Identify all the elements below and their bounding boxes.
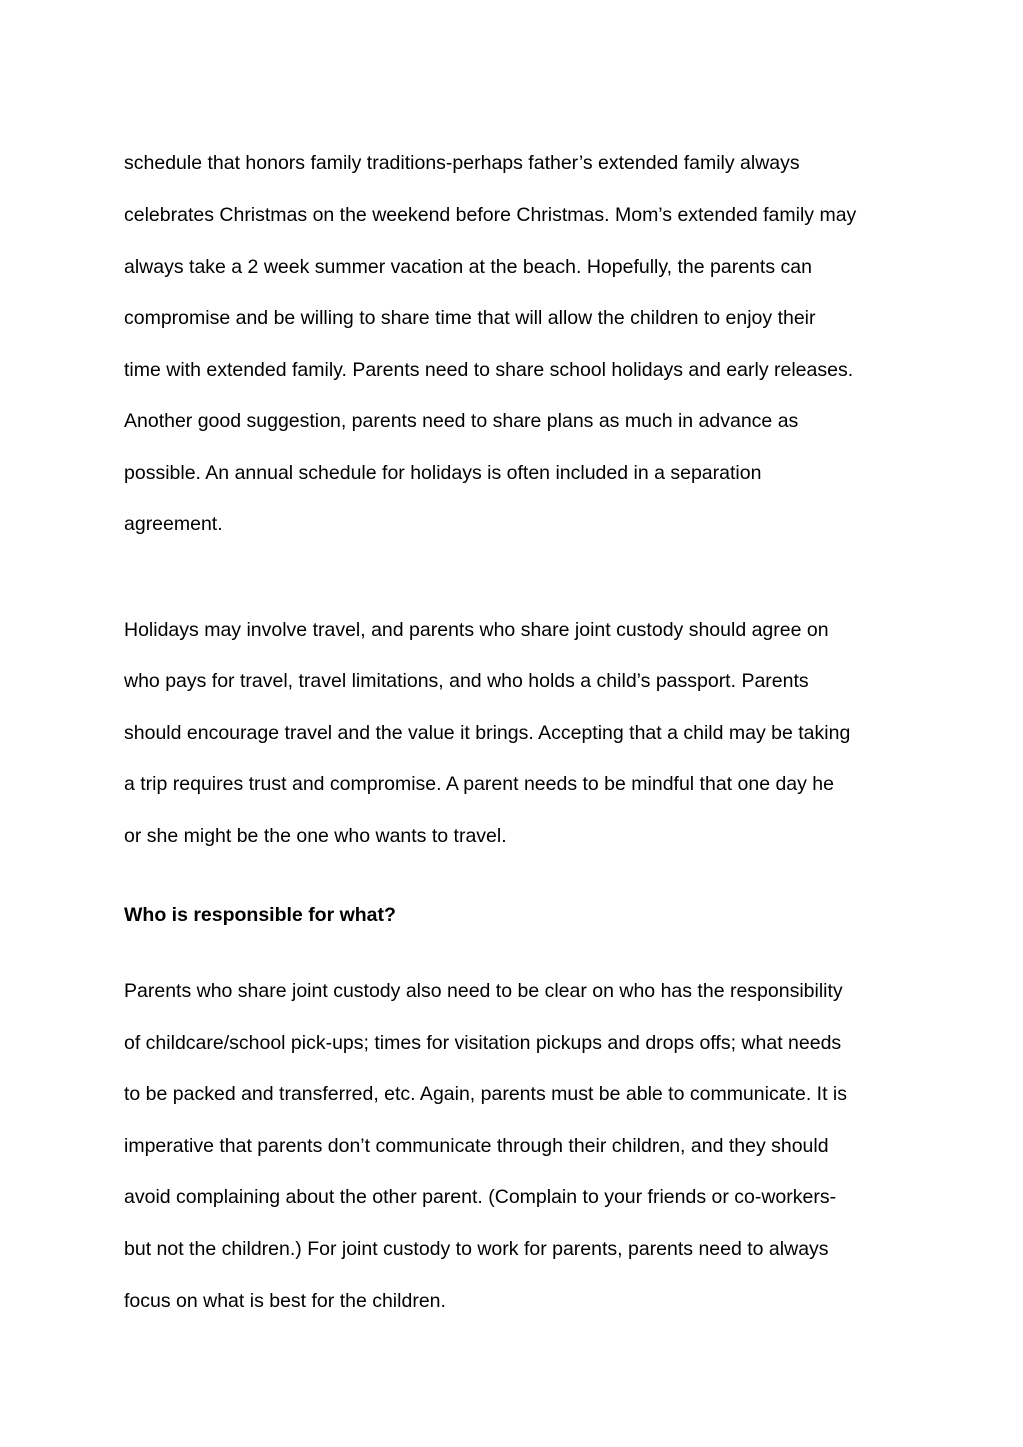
text-line: imperative that parents don’t communicate through their children, and they should: [124, 1135, 829, 1157]
text-line: Another good suggestion, parents need to share plans as much in advance as: [124, 410, 799, 432]
text-line: a trip requires trust and compromise. A parent needs to be mindful that one day he: [124, 773, 834, 795]
text-line: but not the children.) For joint custody to work for parents, parents need to always: [124, 1238, 829, 1260]
text-line: to be packed and transferred, etc. Again, parents must be able to communicate. It is: [124, 1083, 847, 1105]
text-line: time with extended family. Parents need to share school holidays and early releases.: [124, 359, 854, 381]
text-line: always take a 2 week summer vacation at the beach. Hopefully, the parents can: [124, 256, 812, 278]
text-line: Parents who share joint custody also need to be clear on who has the responsibility: [124, 980, 843, 1002]
text-line: who pays for travel, travel limitations, and who holds a child’s passport. Parents: [124, 670, 809, 692]
text-line: focus on what is best for the children.: [124, 1290, 446, 1312]
text-line: or she might be the one who wants to travel.: [124, 825, 507, 847]
text-line: compromise and be willing to share time that will allow the children to enjoy their: [124, 307, 816, 329]
text-line: of childcare/school pick-ups; times for visitation pickups and drops offs; what needs: [124, 1032, 842, 1054]
text-line: schedule that honors family traditions-perhaps father’s extended family always: [124, 152, 800, 174]
text-line: Holidays may involve travel, and parents who share joint custody should agree on: [124, 619, 829, 641]
text-line: agreement.: [124, 513, 223, 535]
text-line: possible. An annual schedule for holidays is often included in a separation: [124, 462, 762, 484]
text-line: should encourage travel and the value it brings. Accepting that a child may be taking: [124, 722, 851, 744]
section-heading: Who is responsible for what?: [124, 904, 396, 926]
text-line: celebrates Christmas on the weekend before Christmas. Mom’s extended family may: [124, 204, 857, 226]
text-line: avoid complaining about the other parent. (Complain to your friends or co-workers-: [124, 1186, 837, 1208]
